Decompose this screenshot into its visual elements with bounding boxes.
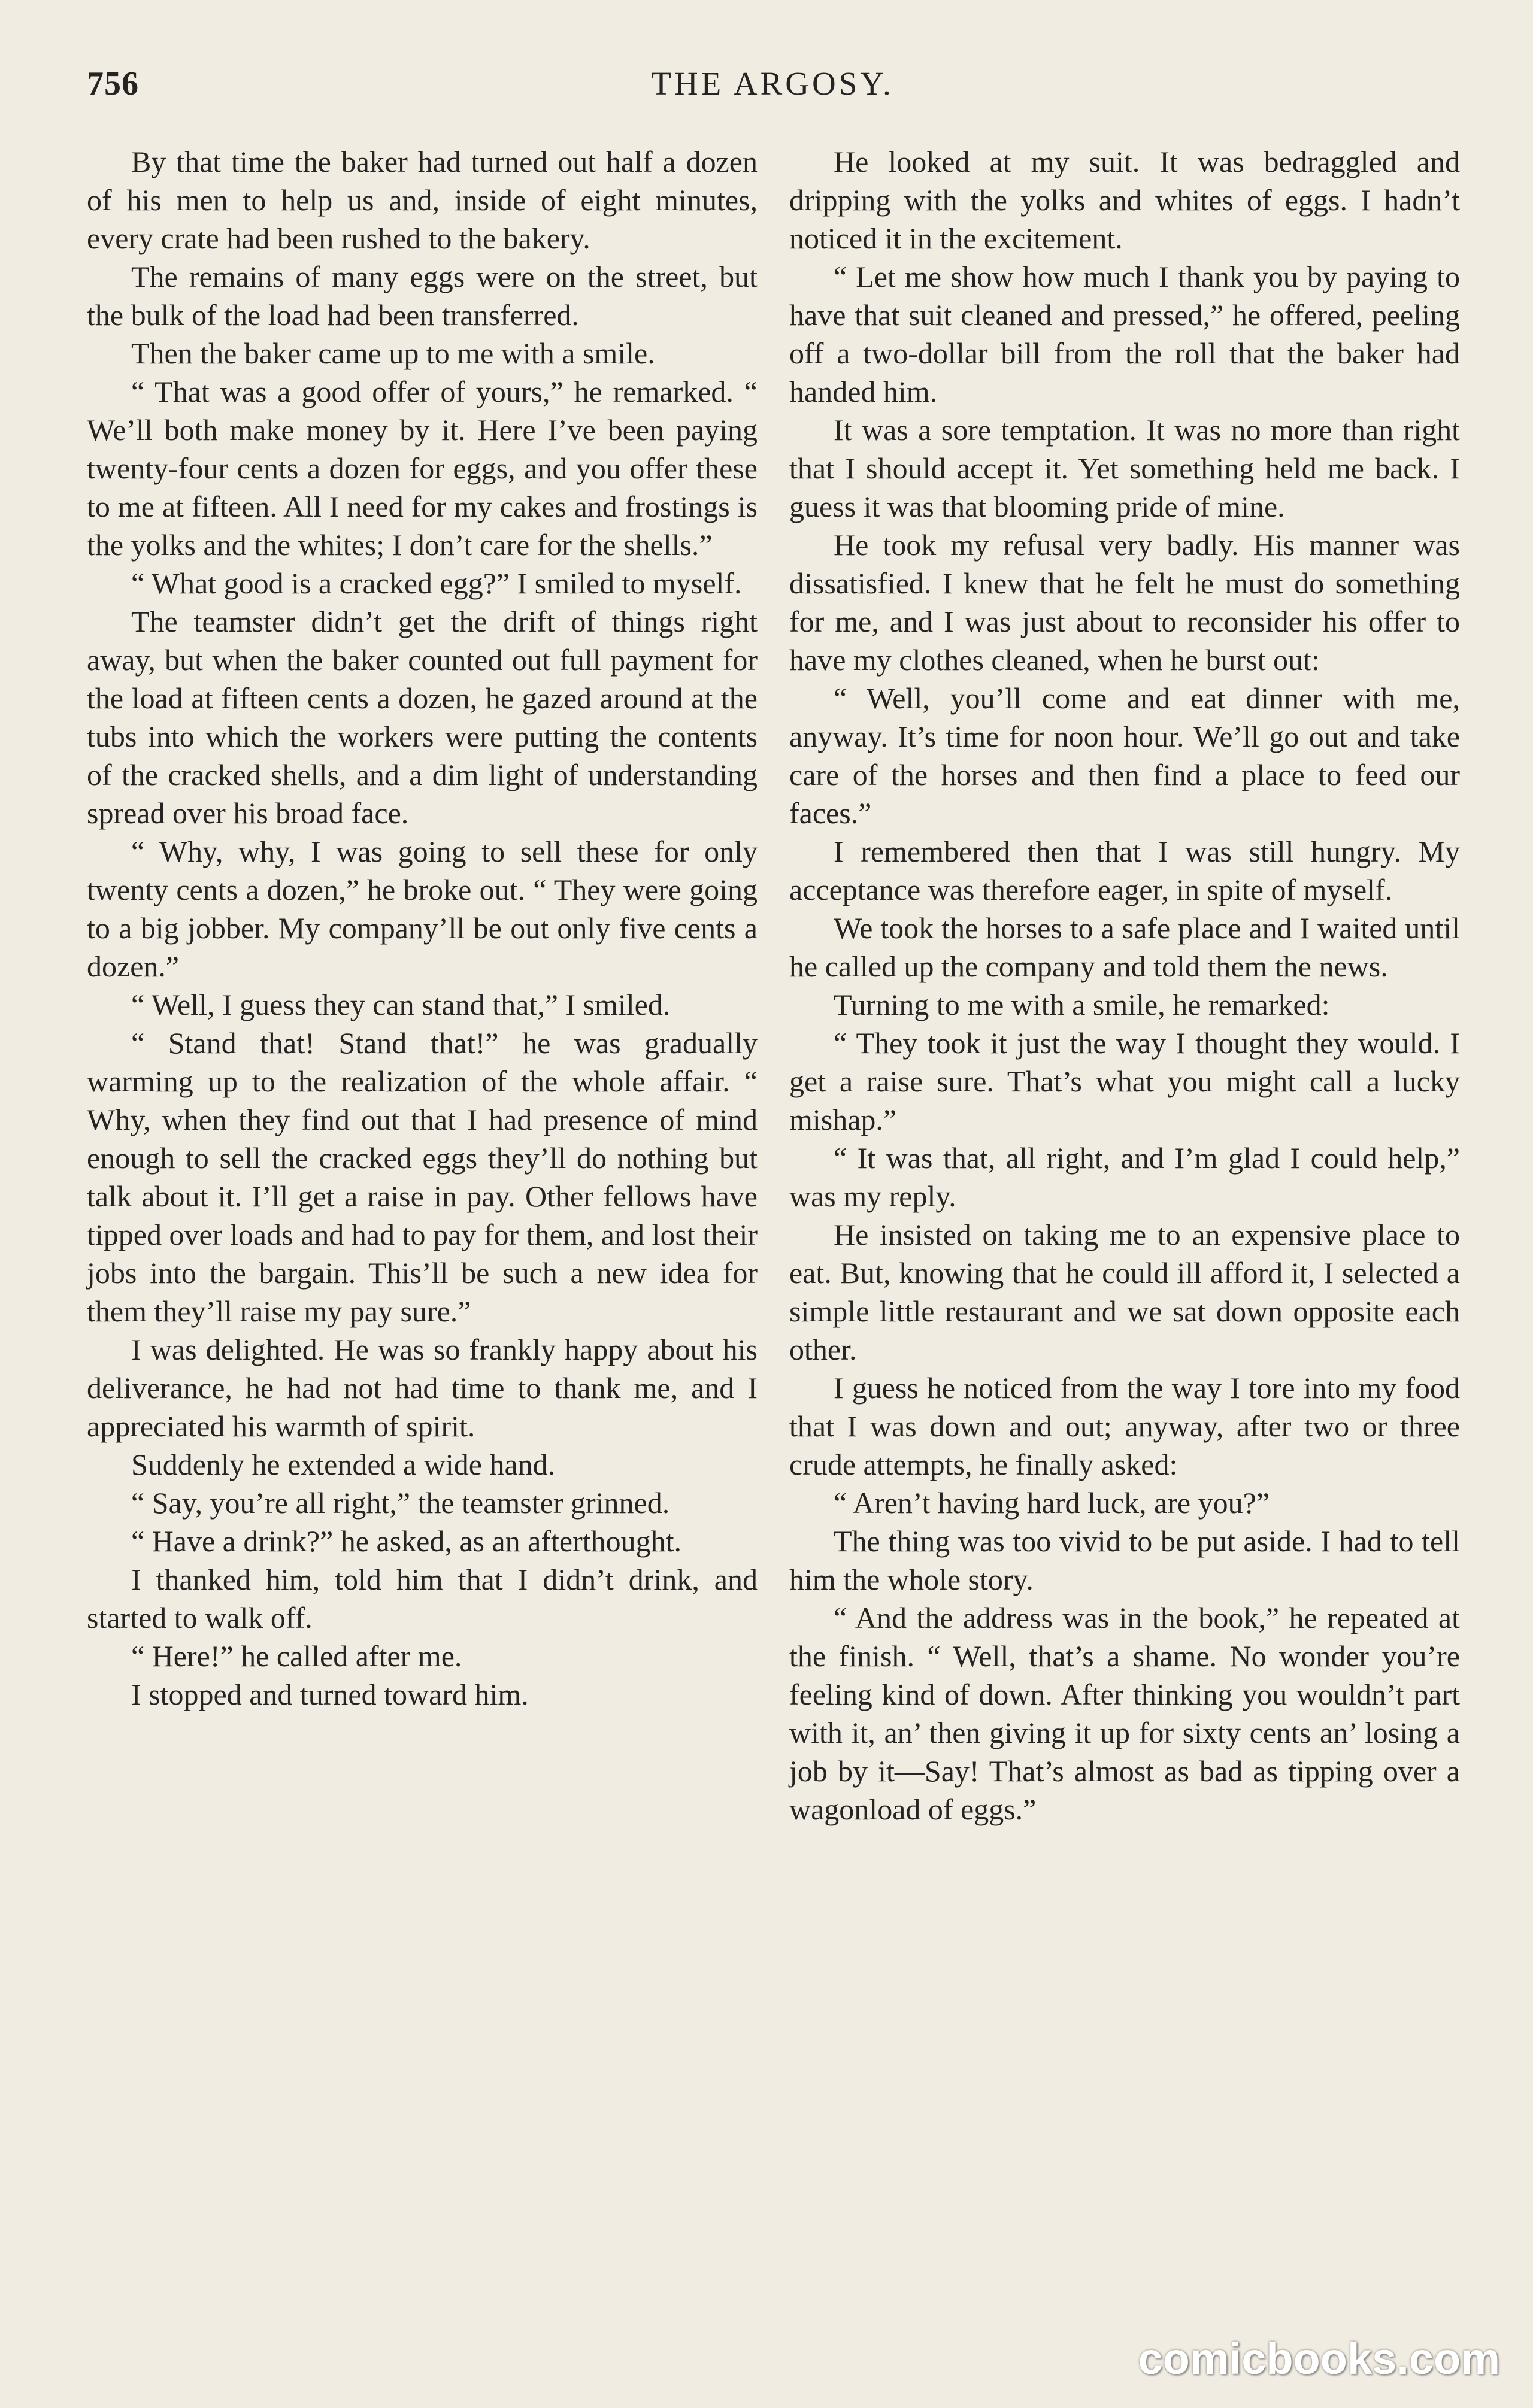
paragraph: “ That was a good offer of yours,” he remarked. “ We’ll both make money by it. Here I’ve been paying twenty-four cents a dozen for eggs, and you offer these to me at fifteen. All I need for my cakes and frostings is the yolks and the whites; I don’t care for the shells.” bbox=[87, 375, 758, 562]
paragraph: “ It was that, all right, and I’m glad I could help,” was my reply. bbox=[789, 1141, 1460, 1213]
right-text-column bbox=[789, 142, 1460, 1828]
paragraph: I was delighted. He was so frankly happy about his deliverance, he had not had time to thank me, and I appreciated his warmth of spirit. bbox=[87, 1333, 758, 1443]
page-header bbox=[87, 65, 1458, 113]
running-title: THE ARGOSY. bbox=[651, 65, 894, 102]
paragraph: It was a sore temptation. It was no more than right that I should accept it. Yet something held me back. I guess it was that blooming pride of mine. bbox=[789, 413, 1460, 523]
paragraph: “ Say, you’re all right,” the teamster grinned. bbox=[131, 1486, 670, 1520]
paragraph: “ They took it just the way I thought they would. I get a raise sure. That’s what you might call a lucky mishap.” bbox=[789, 1026, 1460, 1136]
paragraph: The thing was too vivid to be put aside. I had to tell him the whole story. bbox=[789, 1524, 1460, 1596]
paragraph: “ Well, I guess they can stand that,” I smiled. bbox=[131, 988, 671, 1021]
paragraph: Then the baker came up to me with a smile. bbox=[131, 336, 655, 370]
paragraph: We took the horses to a safe place and I waited until he called up the company and told them the news. bbox=[789, 911, 1460, 983]
paragraph: By that time the baker had turned out half a dozen of his men to help us and, inside of eight minutes, every crate had been rushed to the bakery. bbox=[87, 145, 758, 255]
paragraph: He looked at my suit. It was bedraggled and dripping with the yolks and whites of eggs. I hadn’t noticed it in the excitement. bbox=[789, 145, 1460, 255]
paragraph: “ Why, why, I was going to sell these for only twenty cents a dozen,” he broke out. “ They were going to a big jobber. My company’ll be out only five cents a dozen.” bbox=[87, 835, 758, 983]
paragraph: I stopped and turned toward him. bbox=[131, 1678, 529, 1711]
paragraph: I guess he noticed from the way I tore into my food that I was down and out; anyway, after two or three crude attempts, he finally asked: bbox=[789, 1371, 1460, 1481]
paragraph: The remains of many eggs were on the street, but the bulk of the load had been transferred. bbox=[87, 260, 758, 332]
paragraph: “ Aren’t having hard luck, are you?” bbox=[834, 1486, 1270, 1520]
paragraph: “ Have a drink?” he asked, as an afterthought. bbox=[131, 1524, 682, 1558]
watermark: comicbooks.com bbox=[1138, 2334, 1500, 2383]
paragraph: He insisted on taking me to an expensive place to eat. But, knowing that he could ill afford it, I selected a simple little restaurant and we sat down opposite each other. bbox=[789, 1218, 1460, 1366]
page-number: 756 bbox=[87, 65, 139, 102]
paragraph: “ Well, you’ll come and eat dinner with me, anyway. It’s time for noon hour. We’ll go out and take care of the horses and then find a place to feed our faces.” bbox=[789, 681, 1460, 830]
paragraph: I remembered then that I was still hungry. My acceptance was therefore eager, in spite of myself. bbox=[789, 835, 1460, 906]
left-text-column bbox=[87, 142, 758, 1713]
paragraph: “ Here!” he called after me. bbox=[131, 1639, 462, 1673]
paragraph: Suddenly he extended a wide hand. bbox=[131, 1448, 556, 1481]
paragraph: “ Let me show how much I thank you by paying to have that suit cleaned and pressed,” he offered, peeling off a two-dollar bill from the roll that the baker had handed him. bbox=[789, 260, 1460, 408]
paragraph: “ Stand that! Stand that!” he was gradually warming up to the realization of the whole affair. “ Why, when they find out that I had presence of mind enough to sell the cracked eggs they’ll do nothing but talk about it. I’ll get a raise in pay. Other fellows have tipped over loads and had to pay for them, and lost their jobs into the bargain. This’ll be such a new idea for them they’ll raise my pay sure.” bbox=[87, 1026, 758, 1328]
paragraph: He took my refusal very badly. His manner was dissatisfied. I knew that he felt he must do something for me, and I was just about to reconsider his offer to have my clothes cleaned, when he burst out: bbox=[789, 528, 1460, 677]
paragraph: I thanked him, told him that I didn’t drink, and started to walk off. bbox=[87, 1563, 758, 1634]
paragraph: “ What good is a cracked egg?” I smiled to myself. bbox=[131, 566, 742, 600]
paragraph: The teamster didn’t get the drift of things right away, but when the baker counted out full payment for the load at fifteen cents a dozen, he gazed around at the tubs into which the workers were putting the contents of the cracked shells, and a dim light of understanding spread over his broad face. bbox=[87, 605, 758, 830]
paragraph: Turning to me with a smile, he remarked: bbox=[834, 988, 1330, 1021]
paragraph: “ And the address was in the book,” he repeated at the finish. “ Well, that’s a shame. No wonder you’re feeling kind of down. After thinking you wouldn’t part with it, an’ then giving it up for sixty cents an’ losing a job by it—Say! That’s almost as bad as tipping over a wagonload of eggs.” bbox=[789, 1601, 1460, 1826]
